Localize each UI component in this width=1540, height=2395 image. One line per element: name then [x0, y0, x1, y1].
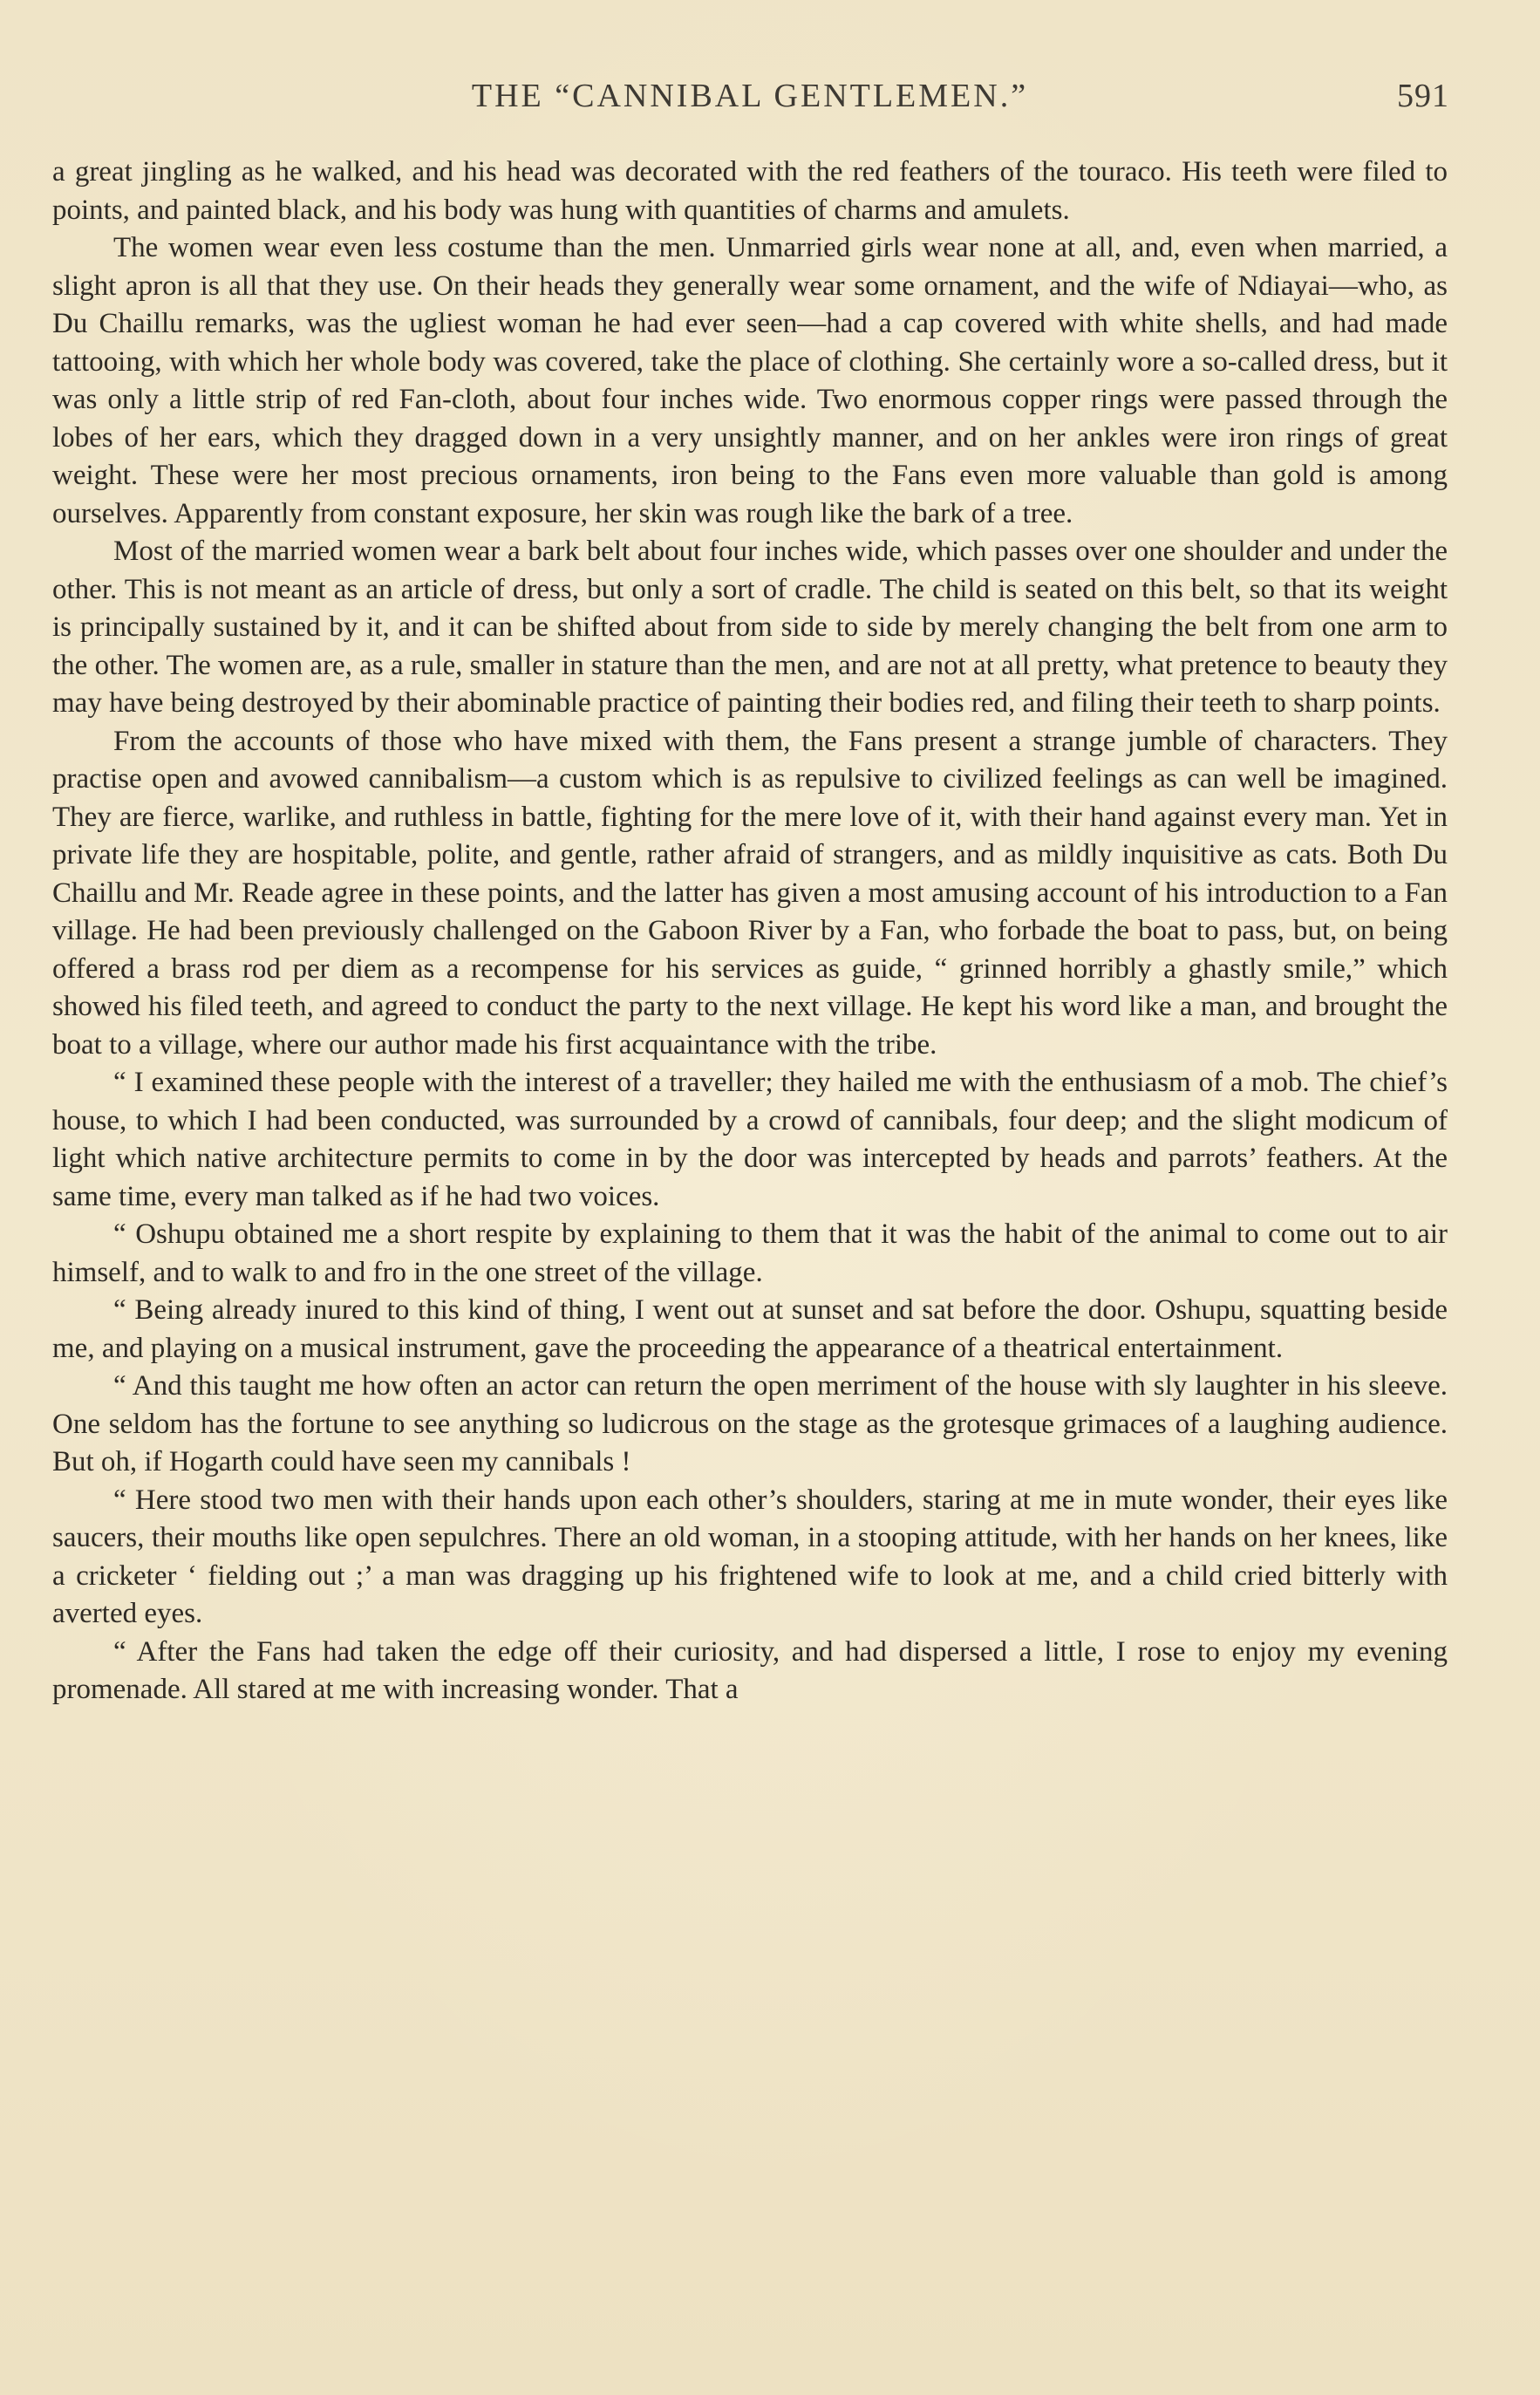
paragraph: “ Oshupu obtained me a short respite by explaining to them that it was the habit of the animal to come out to air himself, and to walk to and fro in the one street of the village. — [52, 1218, 1448, 1288]
paragraph: “ I examined these people with the interest of a traveller; they hailed me with the enthusiasm of a mob. The chief’s house, to which I had been conducted, was surrounded by a crowd of cannibals, four deep; and the slight modicum of light which native architecture permits to come in by the door was intercepted by heads and parrots’ feathers. At the same time, every man talked as if he had two voices. — [52, 1067, 1448, 1212]
page-number: 591 — [1397, 78, 1449, 114]
page-header — [51, 77, 1449, 126]
paragraph: a great jingling as he walked, and his head was decorated with the red feathers of the touraco. His teeth were filed to points, and painted black, and his body was hung with quantities of charms and amulets. — [52, 156, 1448, 226]
paragraph: Most of the married women wear a bark belt about four inches wide, which passes over one shoulder and under the other. This is not meant as an article of dress, but only a sort of cradle. The child is seated on this belt, so that its weight is principally sustained by it, and it can be shifted about from side to side by merely changing the belt from one arm to the other. The women are, as a rule, smaller in stature than the men, and are not at all pretty, what pretence to beauty they may have being destroyed by their abominable practice of painting their bodies red, and filing their teeth to sharp points. — [52, 536, 1448, 719]
paragraph: The women wear even less costume than the men. Unmarried girls wear none at all, and, even when married, a slight apron is all that they use. On their heads they generally wear some ornament, and the wife of Ndiayai—who, as Du Chaillu remarks, was the ugliest woman he had ever seen—had a cap covered with white shells, and had made tattooing, with which her whole body was covered, take the place of clothing. She certainly wore a so-called dress, but it was only a little strip of red Fan-cloth, about four inches wide. Two enormous copper rings were passed through the lobes of her ears, which they dragged down in a very unsightly manner, and on her ankles were iron rings of great weight. These were her most precious ornaments, iron being to the Fans even more valuable than gold is among ourselves. Apparently from constant exposure, her skin was rough like the bark of a tree. — [52, 232, 1448, 529]
paragraph: “ Being already inured to this kind of thing, I went out at sunset and sat before the door. Oshupu, squatting beside me, and playing on a musical instrument, gave the proceeding the appearance of a theatrical entertainment. — [52, 1294, 1448, 1364]
running-title: THE “CANNIBAL GENTLEMEN.” — [471, 78, 1029, 114]
paragraph: “ After the Fans had taken the edge off their curiosity, and had dispersed a little, I rose to enjoy my evening promenade. All stared at me with increasing wonder. That a — [52, 1635, 1448, 1705]
paragraph: From the accounts of those who have mixed with them, the Fans present a strange jumble of characters. They practise open and avowed cannibalism—a custom which is as repulsive to civilized feelings as can well be imagined. They are fierce, warlike, and ruthless in battle, fighting for the mere love of it, with their hand against every man. Yet in private life they are hospitable, polite, and gentle, rather afraid of strangers, and as mildly inquisitive as cats. Both Du Chaillu and Mr. Reade agree in these points, and the latter has given a most amusing account of his introduction to a Fan village. He had been previously challenged on the Gaboon River by a Fan, who forbade the boat to pass, but, on being offered a brass rod per diem as a recompense for his services as guide, “ grinned horribly a ghastly smile,” which showed his filed teeth, and agreed to conduct the party to the next village. He kept his word like a man, and brought the boat to a village, where our author made his first acquaintance with the tribe. — [52, 725, 1448, 1061]
body-text — [52, 154, 1448, 1709]
paragraph: “ Here stood two men with their hands upon each other’s shoulders, staring at me in mute wonder, their eyes like saucers, their mouths like open sepulchres. There an old woman, in a stooping attitude, with her hands on her knees, like a cricketer ‘ fielding out ;’ a man was dragging up his frightened wife to look at me, and a child cried bitterly with averted eyes. — [52, 1484, 1448, 1629]
paragraph: “ And this taught me how often an actor can return the open merriment of the house with sly laughter in his sleeve. One seldom has the fortune to see anything so ludicrous on the stage as the grotesque grimaces of a laughing audience. But oh, if Hogarth could have seen my cannibals ! — [52, 1370, 1448, 1477]
